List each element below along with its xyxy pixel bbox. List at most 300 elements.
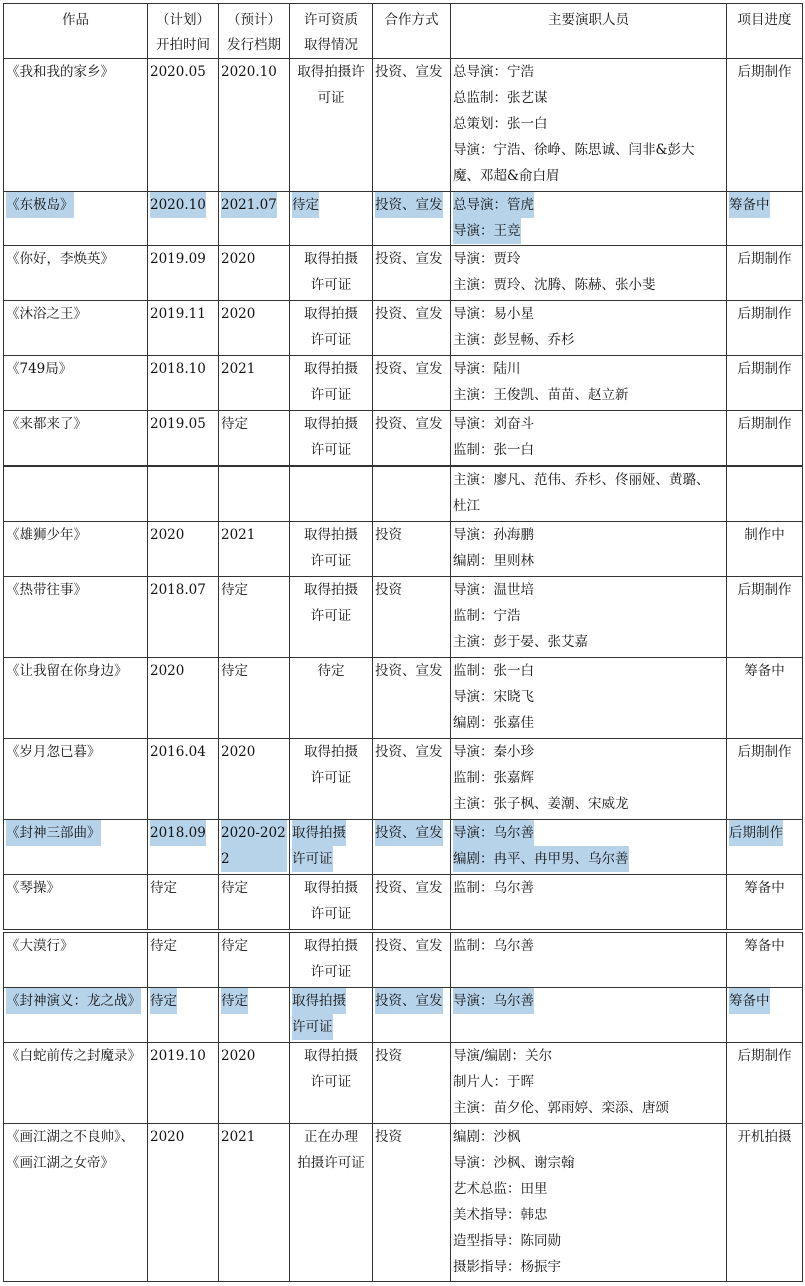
film-title-cell [4, 933, 148, 988]
license-cell [290, 301, 373, 356]
staff-cell-line: 杜江 [453, 498, 480, 514]
license-cell-line: 取得拍摄 [304, 251, 358, 267]
progress-cell [727, 246, 803, 301]
release-cell-line: 待定 [221, 582, 248, 598]
staff-cell-line: 主演：苗夕伦、郭雨婷、栾添、唐颂 [453, 1100, 669, 1116]
release-cell-line: 2020 [221, 251, 256, 267]
film-title-cell [4, 739, 148, 820]
cooperation-cell-line: 投资、宣发 [375, 64, 443, 80]
progress-cell-line: 筹备中 [744, 663, 785, 679]
table-row [4, 467, 803, 522]
staff-cell-line: 导演：易小星 [453, 306, 534, 322]
release-cell [219, 933, 290, 988]
start-time-cell [148, 820, 219, 875]
start-time-cell-line: 2020.05 [150, 64, 206, 80]
start-time-cell [148, 1124, 219, 1282]
staff-cell-line: 总导演：宁浩 [453, 64, 534, 80]
release-cell [219, 820, 290, 875]
license-cell-line: 许可证 [310, 964, 352, 980]
license-cell-line: 许可证 [310, 277, 352, 293]
progress-cell-line: 筹备中 [744, 880, 785, 896]
staff-cell-line: 编剧：张嘉佳 [453, 715, 534, 731]
release-cell [219, 522, 290, 577]
license-cell-line: 取得拍摄 [304, 306, 358, 322]
cooperation-cell-line: 投资、宣发 [375, 880, 443, 896]
license-cell-line: 许可证 [310, 770, 352, 786]
progress-cell [727, 658, 803, 739]
progress-cell [727, 192, 803, 246]
progress-cell-line: 后期制作 [737, 1048, 792, 1064]
progress-cell [727, 933, 803, 988]
staff-cell [451, 988, 727, 1043]
film-title-cell [4, 411, 148, 466]
table-row [4, 658, 803, 739]
progress-cell [727, 739, 803, 820]
progress-cell [727, 411, 803, 466]
table-row [4, 875, 803, 930]
staff-cell-line: 造型指导：陈同勋 [453, 1233, 561, 1249]
progress-cell-line: 后期制作 [737, 64, 792, 80]
staff-cell [451, 522, 727, 577]
start-time-cell-line: 待定 [150, 938, 177, 954]
license-cell-line: 拍摄许可证 [297, 1155, 365, 1171]
cooperation-cell [373, 739, 451, 820]
license-cell-line: 许可证 [292, 846, 333, 872]
progress-cell-line: 制作中 [744, 527, 785, 543]
staff-cell [451, 59, 727, 192]
staff-cell [451, 933, 727, 988]
cooperation-cell-line: 投资 [375, 582, 402, 598]
staff-cell-line: 导演：贾玲 [453, 251, 521, 267]
release-cell [219, 1124, 290, 1282]
header-title: 作品 [4, 4, 148, 59]
license-cell [290, 820, 373, 875]
film-title-cell [4, 577, 148, 658]
release-cell-line: 待定 [221, 988, 248, 1014]
staff-cell-line: 导演：宋晓飞 [453, 689, 534, 705]
license-cell-line: 可证 [317, 90, 345, 106]
progress-cell-line: 后期制作 [737, 744, 792, 760]
cooperation-cell [373, 875, 451, 930]
cooperation-cell-line: 投资、宣发 [375, 192, 443, 218]
license-cell-line: 取得拍摄 [304, 744, 358, 760]
license-cell [290, 739, 373, 820]
staff-cell-line: 导演：王竞 [453, 218, 521, 244]
staff-cell-line: 主演：彭于晏、张艾嘉 [453, 634, 588, 650]
film-title-cell [4, 820, 148, 875]
staff-cell [451, 1043, 727, 1124]
film-title-cell [4, 522, 148, 577]
table-row [4, 988, 803, 1043]
license-cell-line: 取得拍摄 [292, 820, 346, 846]
film-title-cell-line: 《大漠行》 [6, 938, 74, 954]
table-row [4, 933, 803, 988]
license-cell-line: 许可证 [310, 387, 352, 403]
progress-cell-line: 后期制作 [737, 306, 792, 322]
progress-cell-line: 后期制作 [737, 361, 792, 377]
film-title-cell-line: 《你好，李焕英》 [6, 251, 114, 267]
start-time-cell-line: 2019.11 [150, 306, 206, 322]
license-cell [290, 246, 373, 301]
license-cell-line: 取得拍摄 [304, 1048, 358, 1064]
film-title-cell [4, 875, 148, 930]
film-title-cell [4, 1124, 148, 1282]
license-cell-line: 许可证 [310, 332, 352, 348]
license-cell [290, 411, 373, 466]
start-time-cell [148, 577, 219, 658]
cooperation-cell [373, 988, 451, 1043]
start-time-cell-line: 2019.05 [150, 416, 206, 432]
film-title-cell [4, 1043, 148, 1124]
cooperation-cell [373, 59, 451, 192]
release-cell [219, 301, 290, 356]
start-time-cell [148, 467, 219, 522]
film-title-cell-line: 《让我留在你身边》 [6, 663, 128, 679]
staff-cell-line: 导演：宁浩、徐峥、陈思诚、闫非&彭大 [453, 142, 695, 158]
progress-cell [727, 59, 803, 192]
table-row [4, 739, 803, 820]
staff-cell [451, 739, 727, 820]
staff-cell [451, 658, 727, 739]
cooperation-cell-line: 投资 [375, 1048, 402, 1064]
header-staff: 主要演职人员 [451, 4, 727, 59]
release-cell [219, 59, 290, 192]
progress-cell [727, 467, 803, 522]
film-title-cell-line: 《749局》 [6, 361, 73, 377]
release-cell-line: 2020 [221, 744, 256, 760]
staff-cell-line: 监制：乌尔善 [453, 938, 534, 954]
staff-cell [451, 411, 727, 466]
staff-cell-line: 编剧：沙枫 [453, 1129, 521, 1145]
progress-cell-line: 筹备中 [744, 938, 785, 954]
film-title-cell [4, 658, 148, 739]
release-cell [219, 739, 290, 820]
release-cell-line: 2021 [221, 361, 256, 377]
license-cell [290, 658, 373, 739]
film-title-cell [4, 59, 148, 192]
release-cell-line: 2021 [221, 1129, 256, 1145]
film-title-cell [4, 192, 148, 246]
license-cell-line: 取得拍摄 [304, 880, 358, 896]
start-time-cell-line: 待定 [150, 988, 177, 1014]
staff-cell-line: 导演：沙枫、谢宗翰 [453, 1155, 575, 1171]
staff-cell-line: 主演：贾玲、沈腾、陈赫、张小斐 [453, 277, 656, 293]
staff-cell-line: 编剧：里则林 [453, 553, 534, 569]
start-time-cell [148, 59, 219, 192]
license-cell-line: 许可证 [292, 1014, 333, 1040]
release-cell [219, 988, 290, 1043]
header-row [4, 4, 803, 59]
film-title-cell-line: 《画江湖之不良帅》、 [6, 1129, 135, 1145]
staff-cell-line: 导演：孙海鹏 [453, 527, 534, 543]
release-cell [219, 658, 290, 739]
staff-cell-line: 监制：张一白 [453, 442, 534, 458]
film-title-cell-line: 《琴操》 [6, 880, 60, 896]
license-cell-line: 许可证 [310, 1074, 352, 1090]
release-cell-line: 待定 [221, 663, 248, 679]
staff-cell-line: 制片人：于晖 [453, 1074, 534, 1090]
film-title-cell-line: 《白蛇前传之封魔录》 [6, 1048, 141, 1064]
staff-cell [451, 192, 727, 246]
start-time-cell [148, 988, 219, 1043]
table-row [4, 577, 803, 658]
cooperation-cell-line: 投资、宣发 [375, 663, 443, 679]
film-title-cell-line: 《封神三部曲》 [6, 820, 101, 846]
start-time-cell-line: 2020 [150, 663, 185, 679]
film-table-page-3 [3, 932, 803, 1282]
release-cell-line: 2020 [221, 1048, 256, 1064]
film-title-cell-line: 《热带往事》 [6, 582, 87, 598]
staff-cell-line: 总监制：张艺谋 [453, 90, 548, 106]
staff-cell-line: 主演：王俊凯、苗苗、赵立新 [453, 387, 629, 403]
release-cell [219, 577, 290, 658]
cooperation-cell [373, 820, 451, 875]
cooperation-cell [373, 301, 451, 356]
cooperation-cell [373, 356, 451, 411]
start-time-cell [148, 246, 219, 301]
license-cell [290, 577, 373, 658]
cooperation-cell [373, 246, 451, 301]
license-cell-line: 取得拍摄 [292, 988, 346, 1014]
progress-cell-line: 后期制作 [737, 582, 792, 598]
start-time-cell-line: 2020 [150, 1129, 185, 1145]
cooperation-cell-line: 投资、宣发 [375, 251, 443, 267]
start-time-cell-line: 待定 [150, 880, 177, 896]
table-row [4, 301, 803, 356]
start-time-cell-line: 2016.04 [150, 744, 206, 760]
license-cell [290, 356, 373, 411]
start-time-cell [148, 875, 219, 930]
start-time-cell-line: 2018.10 [150, 361, 206, 377]
header-license: 许可资质 取得情况 [290, 4, 373, 59]
staff-cell-line: 主演：廖凡、范伟、乔杉、佟丽娅、黄璐、 [453, 472, 710, 488]
release-cell [219, 192, 290, 246]
progress-cell-line: 开机拍摄 [737, 1129, 792, 1145]
staff-cell [451, 875, 727, 930]
staff-cell [451, 820, 727, 875]
progress-cell-line: 后期制作 [737, 251, 792, 267]
cooperation-cell-line: 投资、宣发 [375, 306, 443, 322]
table-row [4, 522, 803, 577]
staff-cell-line: 导演：刘奋斗 [453, 416, 534, 432]
license-cell-line: 取得拍摄 [304, 527, 358, 543]
table-row [4, 411, 803, 466]
film-title-cell-line: 《封神演义：龙之战》 [6, 988, 141, 1014]
progress-cell [727, 356, 803, 411]
staff-cell [451, 301, 727, 356]
staff-cell-line: 总导演：管虎 [453, 192, 534, 218]
release-cell-line: 2020 [221, 306, 256, 322]
license-cell [290, 1043, 373, 1124]
release-cell [219, 411, 290, 466]
progress-cell [727, 988, 803, 1043]
header-cooperation: 合作方式 [373, 4, 451, 59]
staff-cell-line: 艺术总监：田里 [453, 1181, 548, 1197]
staff-cell-line: 导演：秦小珍 [453, 744, 534, 760]
staff-cell-line: 编剧：冉平、冉甲男、乌尔善 [453, 846, 629, 872]
start-time-cell [148, 933, 219, 988]
table-row [4, 59, 803, 192]
cooperation-cell-line: 投资 [375, 527, 402, 543]
release-cell-line: 2021.07 [221, 192, 277, 218]
license-cell-line: 待定 [317, 663, 345, 679]
table-row [4, 820, 803, 875]
license-cell-line: 正在办理 [304, 1129, 358, 1145]
film-title-cell-line: 《雄狮少年》 [6, 527, 87, 543]
start-time-cell [148, 356, 219, 411]
progress-cell-line: 筹备中 [729, 192, 770, 218]
release-cell [219, 467, 290, 522]
table-row [4, 1043, 803, 1124]
license-cell [290, 467, 373, 522]
header-release: （预计） 发行档期 [219, 4, 290, 59]
progress-cell-line: 后期制作 [729, 820, 783, 846]
staff-cell-line: 总策划：张一白 [453, 116, 548, 132]
release-cell [219, 356, 290, 411]
film-title-cell [4, 467, 148, 522]
license-cell-line: 许可证 [310, 608, 352, 624]
progress-cell [727, 1043, 803, 1124]
start-time-cell [148, 411, 219, 466]
license-cell [290, 933, 373, 988]
staff-cell-line: 美术指导：韩忠 [453, 1207, 548, 1223]
staff-cell [451, 1124, 727, 1282]
license-cell-line: 取得拍摄 [304, 416, 358, 432]
release-cell [219, 1043, 290, 1124]
start-time-cell-line: 2018.07 [150, 582, 206, 598]
film-table-page-2 [3, 466, 803, 930]
staff-cell-line: 导演：温世培 [453, 582, 534, 598]
cooperation-cell-line: 投资、宣发 [375, 744, 443, 760]
staff-cell-line: 监制：张嘉辉 [453, 770, 534, 786]
staff-cell-line: 导演：乌尔善 [453, 820, 534, 846]
table-row [4, 1124, 803, 1282]
release-cell-line: 2020.10 [221, 64, 277, 80]
release-cell-line: 2021 [221, 527, 256, 543]
progress-cell [727, 1124, 803, 1282]
staff-cell [451, 356, 727, 411]
staff-cell [451, 577, 727, 658]
header-start-time: （计划） 开拍时间 [148, 4, 219, 59]
license-cell [290, 988, 373, 1043]
progress-cell-line: 筹备中 [729, 988, 770, 1014]
progress-cell [727, 875, 803, 930]
film-title-cell [4, 246, 148, 301]
cooperation-cell [373, 522, 451, 577]
staff-cell-line: 导演：乌尔善 [453, 988, 534, 1014]
license-cell-line: 取得拍摄 [304, 582, 358, 598]
film-title-cell-line: 《来都来了》 [6, 416, 87, 432]
start-time-cell-line: 2020 [150, 527, 185, 543]
license-cell-line: 取得拍摄 [304, 938, 358, 954]
progress-cell [727, 522, 803, 577]
film-title-cell [4, 301, 148, 356]
cooperation-cell [373, 577, 451, 658]
progress-cell-line: 后期制作 [737, 416, 792, 432]
release-cell-line: 待定 [221, 416, 248, 432]
license-cell [290, 875, 373, 930]
start-time-cell [148, 1043, 219, 1124]
cooperation-cell [373, 192, 451, 246]
staff-cell-line: 主演：彭昱畅、乔杉 [453, 332, 575, 348]
release-cell-line: 2020-2022 [221, 820, 287, 872]
release-cell-line: 待定 [221, 880, 248, 896]
cooperation-cell-line: 投资、宣发 [375, 416, 443, 432]
staff-cell-line: 监制：张一白 [453, 663, 534, 679]
license-cell [290, 1124, 373, 1282]
license-cell-line: 许可证 [310, 906, 352, 922]
staff-cell-line: 导演：陆川 [453, 361, 521, 377]
start-time-cell-line: 2018.09 [150, 820, 206, 846]
cooperation-cell [373, 467, 451, 522]
license-cell-line: 待定 [292, 192, 319, 218]
staff-cell-line: 监制：宁浩 [453, 608, 521, 624]
film-title-cell-line: 《东极岛》 [6, 192, 74, 218]
staff-cell-line: 主演：张子枫、姜潮、宋威龙 [453, 796, 629, 812]
license-cell [290, 522, 373, 577]
start-time-cell [148, 658, 219, 739]
film-title-cell-line: 《岁月忽已暮》 [6, 744, 101, 760]
release-cell-line: 待定 [221, 938, 248, 954]
cooperation-cell-line: 投资、宣发 [375, 361, 443, 377]
film-title-cell [4, 988, 148, 1043]
release-cell [219, 246, 290, 301]
table-row [4, 356, 803, 411]
start-time-cell [148, 192, 219, 246]
staff-cell-line: 导演/编剧：关尔 [453, 1048, 553, 1064]
start-time-cell-line: 2019.09 [150, 251, 206, 267]
film-title-cell [4, 356, 148, 411]
cooperation-cell-line: 投资、宣发 [375, 820, 443, 846]
cooperation-cell-line: 投资 [375, 1129, 402, 1145]
cooperation-cell [373, 1043, 451, 1124]
staff-cell [451, 246, 727, 301]
staff-cell-line: 监制：乌尔善 [453, 880, 534, 896]
progress-cell [727, 577, 803, 658]
license-cell-line: 取得拍摄 [304, 361, 358, 377]
cooperation-cell-line: 投资、宣发 [375, 988, 443, 1014]
start-time-cell [148, 301, 219, 356]
license-cell [290, 59, 373, 192]
license-cell [290, 192, 373, 246]
film-title-cell-line: 《画江湖之女帝》 [6, 1155, 114, 1171]
cooperation-cell [373, 1124, 451, 1282]
cooperation-cell [373, 411, 451, 466]
cooperation-cell [373, 658, 451, 739]
table-row [4, 192, 803, 246]
staff-cell-line: 摄影指导：杨振宇 [453, 1259, 561, 1275]
license-cell-line: 取得拍摄许 [297, 64, 365, 80]
start-time-cell [148, 739, 219, 820]
progress-cell [727, 301, 803, 356]
start-time-cell [148, 522, 219, 577]
film-title-cell-line: 《沐浴之王》 [6, 306, 87, 322]
release-cell [219, 875, 290, 930]
header-progress: 项目进度 [727, 4, 803, 59]
license-cell-line: 许可证 [310, 442, 352, 458]
cooperation-cell-line: 投资、宣发 [375, 938, 443, 954]
film-table-page-1 [3, 3, 803, 466]
film-title-cell-line: 《我和我的家乡》 [6, 64, 114, 80]
progress-cell [727, 820, 803, 875]
start-time-cell-line: 2020.10 [150, 192, 206, 218]
staff-cell [451, 467, 727, 522]
table-row [4, 246, 803, 301]
license-cell-line: 许可证 [310, 553, 352, 569]
start-time-cell-line: 2019.10 [150, 1048, 206, 1064]
staff-cell-line: 魔、邓超&俞白眉 [453, 168, 560, 184]
cooperation-cell [373, 933, 451, 988]
